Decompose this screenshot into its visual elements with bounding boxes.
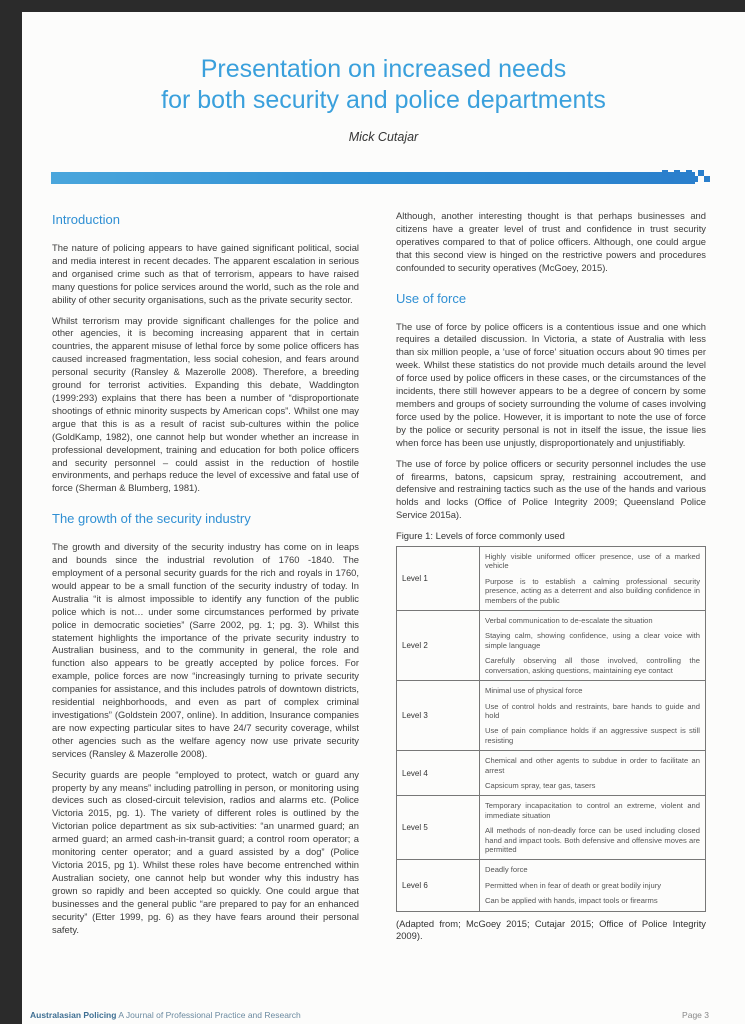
level-label: Level 2 — [397, 611, 480, 681]
level-item: Verbal communication to de-escalate the situation — [485, 616, 653, 626]
level-item: Use of pain compliance holds if an aggressive suspect is still resisting — [485, 726, 700, 745]
title-line-2: for both security and police departments — [161, 86, 606, 114]
growth-paragraph-2: Security guards are people “employed to protect, watch or guard any property by any means” including patrolling in person, or monitoring using devices such as closed-circuit television, radios and alarms etc. (Police Victoria 2015, pg. 1). The variety of different roles is outlined by the Victorian police department as six sub-activities: “an unarmed guard; an armed guard; an armed cash-in-transit guard; a control room operator; a monitoring center operator; and a guard assisted by a dog” (Police Victoria 2015, pg 1). Whilst these roles have become entrenched within Australian society, one cannot help but wonder why this industry has grown so rapidly and been accepted so quickly. One could argue that businesses and the general public “are prepared to pay for an enhanced security” (Etter 1999, pg. 6) as they have fears around their personal safety. — [52, 768, 359, 935]
table-row — [397, 547, 706, 611]
checker-pattern-decoration — [662, 170, 710, 186]
right-paragraph-1: Although, another interesting thought is that perhaps businesses and citizens have a greater level of trust and confidence in trust security operatives compared to that of police officers. Although, one could argue that this second view is hinged on the restrictive powers and procedures confounded to security operatives (McGoey, 2015). — [396, 210, 706, 273]
level-label: Level 3 — [397, 681, 480, 751]
journal-page — [22, 12, 745, 1024]
table-row — [397, 860, 706, 911]
growth-paragraph-1: The growth and diversity of the security industry has come on in leaps and bounds since the industrial revolution of 1760 -1840. The employment of a personal security guards for the rich and royals in 1760, would appear to be a small function of the security industry of today. In Australia “it is almost impossible to identify any function of the public police which is not… under some circumstances performed by private police in democratic societies” (Sarre 2002, pg. 1; pg. 3). Whilst this statement highlights the importance of the private security industry to Australian business, and to the community in general, the role and function also appears to be greatly accepted by police forces. For example, police forces are now “increasingly turning to private security companies for assistance, and this includes patrols of downtown districts, residential neighborhoods, and even as part of complex criminal investigations” (Goldstein 2007, online). In addition, Insurance companies are now expecting particular sites to have 24/7 security coverage, whilst other agencies such as the welfare agency now use private security services (Ransley & Mazerolle 2008). — [52, 541, 359, 759]
page-number: Page 3 — [682, 1010, 709, 1020]
level-description — [480, 796, 706, 860]
journal-footer — [30, 1010, 301, 1020]
force-paragraph-2: The use of force by police officers or security personnel includes the use of firearms, batons, capsicum spray, restraining accoutrement, and defensive and restraining tactics such as the use of the hands and various holds and locks (Office of Police Integrity 2009; Queensland Police Service 2015a). — [396, 457, 706, 521]
figure-caption: Figure 1: Levels of force commonly used — [396, 530, 565, 542]
table-row — [397, 796, 706, 860]
level-description — [480, 860, 706, 911]
level-item: Deadly force — [485, 865, 528, 875]
level-item: Minimal use of physical force — [485, 686, 583, 696]
article-title — [22, 54, 745, 116]
level-description — [480, 751, 706, 796]
heading-introduction: Introduction — [52, 212, 120, 227]
level-item: Highly visible uniformed officer presence, use of a marked vehicle — [485, 552, 700, 571]
table-row — [397, 611, 706, 681]
level-label: Level 4 — [397, 751, 480, 796]
level-item: Chemical and other agents to subdue in order to facilitate an arrest — [485, 756, 700, 775]
heading-use-of-force: Use of force — [396, 290, 467, 306]
level-description — [480, 681, 706, 751]
level-item: Purpose is to establish a calming professional security presence, acting as a deterrent and also building confidence in members of the public — [485, 576, 700, 605]
level-item: Permitted when in fear of death or great bodily injury — [485, 880, 662, 890]
level-item: Capsicum spray, tear gas, tasers — [485, 780, 596, 790]
level-description — [480, 547, 706, 611]
level-item: Can be applied with hands, impact tools or firearms — [485, 896, 658, 906]
level-item: Staying calm, showing confidence, using a clear voice with simple language — [485, 631, 700, 650]
heading-security-industry: The growth of the security industry — [52, 511, 251, 527]
header-bar — [51, 172, 695, 184]
level-item: Use of control holds and restraints, bare hands to guide and hold — [485, 701, 700, 720]
intro-paragraph-2: Whilst terrorism may provide significant challenges for the police and other agencies, it is becoming increasing apparent that in certain countries, the apparent misuse of lethal force by some police officers has caused increased fragmentation, less social cohesion, and fears around personal security (Ransley & Mazerolle 2008). Therefore, a breeding ground for terrorist activities. Expanding this debate, Waddington (1999:293) explains that there has been a number of “disproportionate shootings of ethnic minority suspects by American cops”. Whilst one may argue that this is as a result of racist sub-cultures within the police (GoldKamp, 1982), one cannot help but wonder whether an increase in professional development, training and education for both police officers and security personnel – could assist in the reduction of hostile environments, and perhaps reduce the level of excessive and fatal use of force (Sherman & Blumberg, 1981). — [52, 314, 359, 494]
level-label: Level 1 — [397, 547, 480, 611]
level-item: All methods of non-deadly force can be used including closed hand and impact tools. Both defensive and offensive moves are permitted — [485, 826, 700, 854]
force-paragraph-1: The use of force by police officers is a contentious issue and one which requires a detailed discussion. In Victoria, a state of Australia with less than six million people, a ‘use of force’ situation occurs about 90 times per week. Whilst these statistics do not provide much details around the level of force used by police officers in these cases, or the circumstances of the incidents, there still however appears to be a degree of concern by some members and groups of society surrounding the volume of cases involving force used by the police. However, it is important to note the use of force by the police or security personal is not in itself the issue, the issue lies when force has been use unjustly, disproportionately and unjustifiably. — [396, 320, 706, 448]
title-line-1: Presentation on increased needs — [200, 55, 567, 83]
levels-of-force-table — [396, 546, 706, 912]
table-row — [397, 751, 706, 796]
intro-paragraph-1: The nature of policing appears to have gained significant political, social and media interest in recent decades. The apparent escalation in serious and organised crime such as that of terrorism, appears to have raised many questions for police services around the world, such as the role and ability of other security organisations, such as the private security sector. — [52, 242, 359, 305]
journal-name: Australasian Policing — [30, 1010, 117, 1020]
level-item: Carefully observing all those involved, controlling the conversation, asking questions, maintaining eye contact — [485, 656, 700, 675]
author: Mick Cutajar — [348, 130, 419, 144]
level-description — [480, 611, 706, 681]
figure-source: (Adapted from; McGoey 2015; Cutajar 2015; Office of Police Integrity 2009). — [396, 917, 706, 941]
left-column — [52, 212, 359, 944]
level-item: Temporary incapacitation to control an extreme, violent and immediate situation — [485, 801, 700, 820]
journal-subtitle: A Journal of Professional Practice and Research — [118, 1010, 301, 1020]
level-label: Level 5 — [397, 796, 480, 860]
table-row — [397, 681, 706, 751]
right-column — [396, 210, 706, 942]
level-label: Level 6 — [397, 860, 480, 911]
